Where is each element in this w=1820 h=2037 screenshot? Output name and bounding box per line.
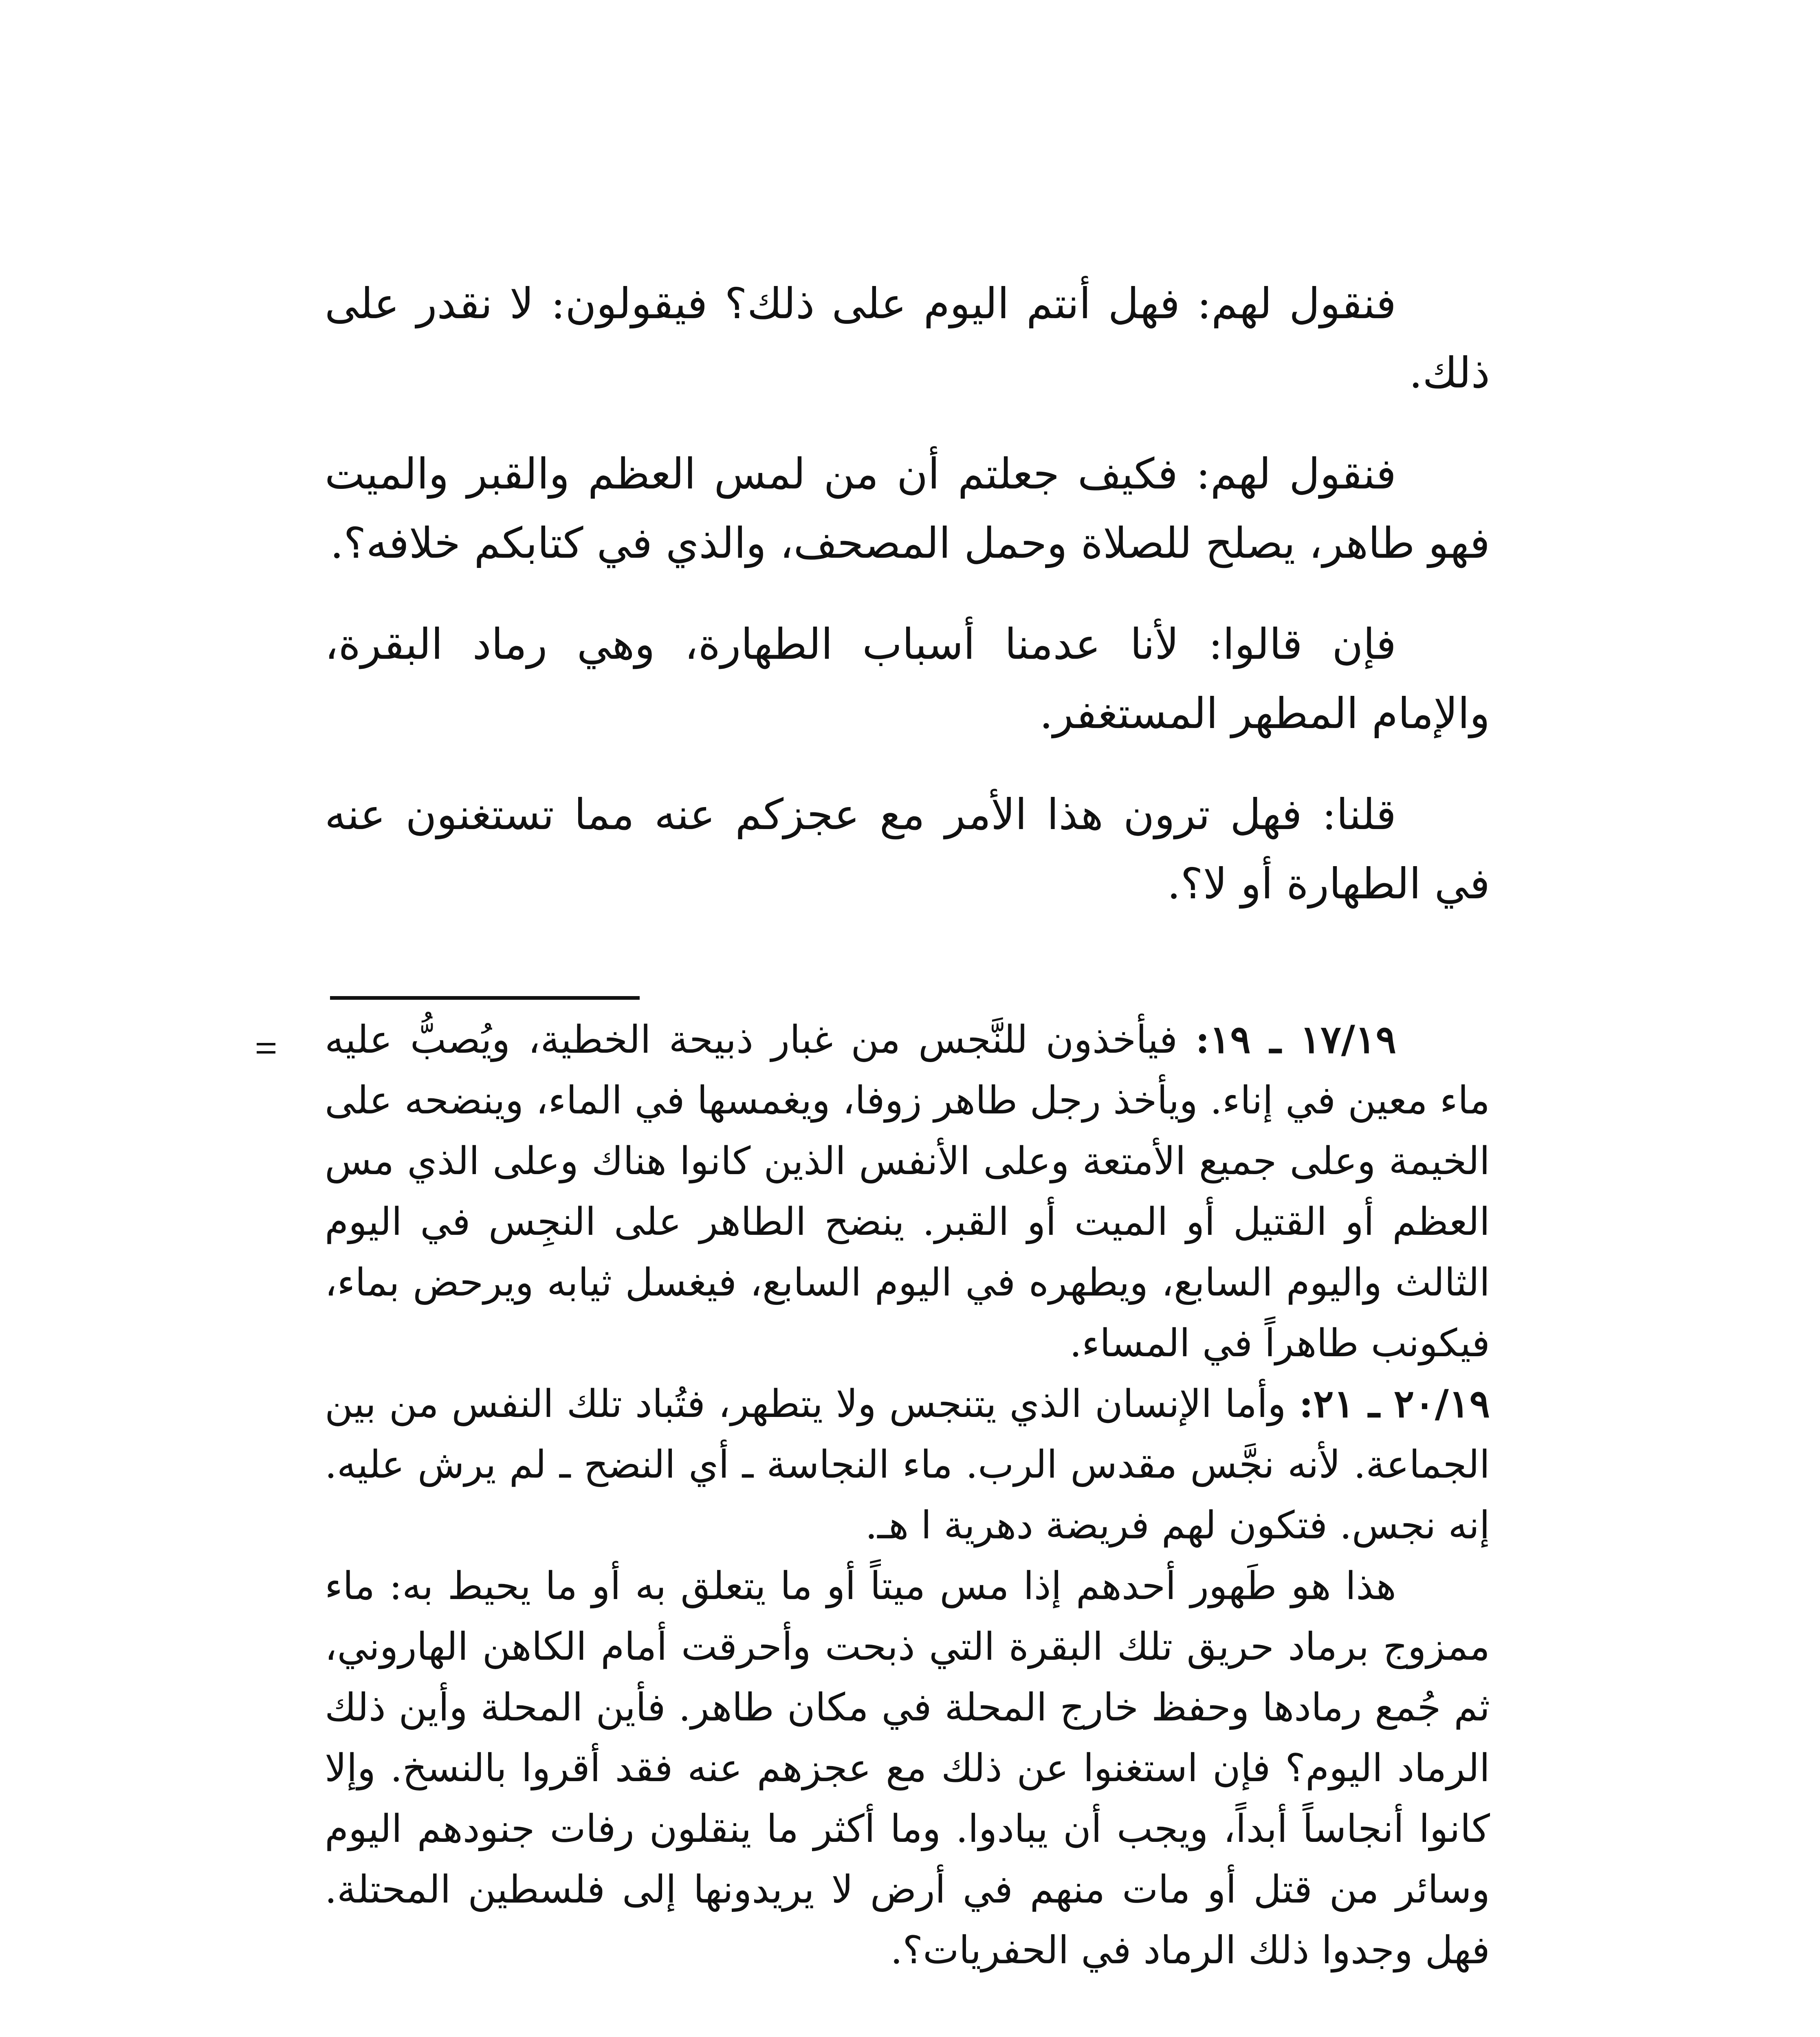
footnote: [325, 1010, 1490, 1374]
footnote-ref: ٢٠/١٩ ـ ٢١:: [1299, 1381, 1490, 1426]
paragraph: فنقول لهم: فكيف جعلتم أن من لمس العظم والقبر والميت فهو طاهر، يصلح للصلاة وحمل المصحف، والذي في كتابكم خلافه؟.: [325, 449, 1490, 568]
paragraph: فنقول لهم: فهل أنتم اليوم على ذلك؟ فيقولون: لا نقدر على ذلك.: [325, 279, 1490, 398]
footnote-separator: [330, 996, 640, 1000]
footnote: [325, 1374, 1490, 1556]
paragraph: قلنا: فهل ترون هذا الأمر مع عجزكم عنه مما تستغنون عنه في الطهارة أو لا؟.: [325, 790, 1490, 909]
paragraph: فإن قالوا: لأنا عدمنا أسباب الطهارة، وهي رماد البقرة، والإمام المطهر المستغفر.: [325, 619, 1490, 738]
footnotes: [325, 1010, 1490, 1981]
commentary: هذا هو طَهور أحدهم إذا مس ميتاً أو ما يتعلق به أو ما يحيط به: ماء ممزوج برماد حريق تلك البقرة التي ذبحت وأحرقت أمام الكاهن الهاروني، ثم جُمع رمادها وحفظ خارج المحلة في مكان طاهر. فأين المحلة وأين ذلك الرماد اليوم؟ فإن استغنوا عن ذلك مع عجزهم عنه فقد أقروا بالنسخ. وإلا كانوا أنجاساً أبداً، ويجب أن يبادوا. وما أكثر ما ينقلون رفات جنودهم اليوم وسائر من قتل أو مات منهم في أرض لا يريدونها إلى فلسطين المحتلة. فهل وجدوا ذلك الرماد في الحفريات؟.: [325, 1564, 1490, 1973]
footnote-text: فيأخذون للنَّجس من غبار ذبيحة الخطية، ويُصبُّ عليه ماء معين في إناء. ويأخذ رجل طاهر زوفا، ويغمسها في الماء، وينضحه على الخيمة وعلى جميع الأمتعة وعلى الأنفس الذين كانوا هناك وعلى الذي مس العظم أو القتيل أو الميت أو القبر. ينضح الطاهر على النجِس في اليوم الثالث واليوم السابع، ويطهره في اليوم السابع، فيغسل ثيابه ويرحض بماء، فيكونب طاهراً في المساء.: [325, 1018, 1490, 1366]
footnote-ref: ١٧/١٩ ـ ١٩:: [1195, 1017, 1396, 1062]
main-text: [325, 269, 1490, 950]
continuation-mark: [257, 1043, 275, 1054]
footnote-text: وأما الإنسان الذي يتنجس ولا يتطهر، فتُباد تلك النفس من بين الجماعة. لأنه نجَّس مقدس الرب. ماء النجاسة ـ أي النضح ـ لم يرش عليه. إنه نجس. فتكون لهم فريضة دهرية ا هـ.: [325, 1382, 1490, 1548]
